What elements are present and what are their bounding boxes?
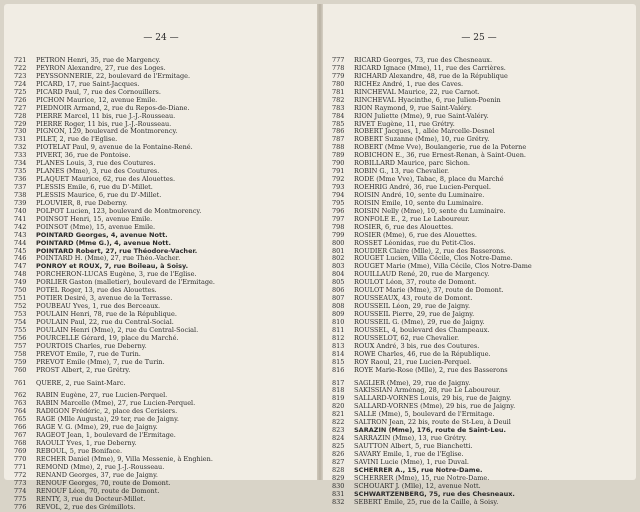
entry-text: PLESSIS Emile, 6, rue du D'-Millet. xyxy=(36,183,153,191)
entry-text: ROBERT (Mme Vve), Boulangerie, rue de la Poterne xyxy=(354,143,527,152)
entry-text: ROULOT Léon, 37, route de Domont. xyxy=(354,278,477,287)
entry-text: SAGLIER (Mme), 29, rue de Jaigny. xyxy=(354,378,471,387)
entry-number: 830 xyxy=(332,481,345,490)
entry-number: 725 xyxy=(14,87,27,96)
entry-number: 804 xyxy=(332,270,345,279)
entry-text: POULAIN Paul, 22, rue du Central-Social. xyxy=(36,317,174,326)
entry-text: SAUTTON Albert, 5, rue Bianchetti. xyxy=(354,442,473,450)
entry-number: 740 xyxy=(14,206,27,215)
entry-text: SCHWARTZENBERG, 75, rue des Chesneaux. xyxy=(354,489,515,498)
entry-number: 827 xyxy=(332,457,345,466)
entry-number: 801 xyxy=(332,246,345,255)
entry-text: RAOULT Yves, 1, rue Deberny. xyxy=(36,439,137,448)
entry-text: ROBILLARD Maurice, parc Sichon. xyxy=(354,159,470,168)
entry-number: 782 xyxy=(332,95,345,104)
entry-text: POINSOT (Mme), 15, avenue Emile. xyxy=(36,222,156,231)
entry-number: 809 xyxy=(332,310,345,318)
entry-number: 784 xyxy=(332,111,345,120)
entry-number: 753 xyxy=(14,310,27,318)
entry-text: RAGEOT Jean, 1, boulevard de l'Ermitage. xyxy=(36,431,176,440)
entry-number: 803 xyxy=(332,262,345,271)
entry-text: POURCELLE Gérard, 19, place du Marché. xyxy=(36,333,179,342)
entry-number: 826 xyxy=(332,449,345,458)
entry-number: 750 xyxy=(14,286,27,295)
entry-text: QUERE, 2, rue Saint-Marc. xyxy=(36,378,126,387)
entry-text: POINTARD Robert, 27, rue Théodore-Vacher. xyxy=(36,246,198,255)
entry-text: ROUGET Lucien, Villa Cécile, Clos Notre-Dame. xyxy=(354,254,513,263)
entry-number: 806 xyxy=(332,286,345,295)
entry-text: RABIN Eugène, 27, rue Lucien-Perquel. xyxy=(36,391,168,400)
left-page xyxy=(4,4,318,511)
entry-number: 744 xyxy=(14,238,27,247)
entry-number: 774 xyxy=(14,486,27,495)
entry-number: 758 xyxy=(14,349,27,358)
entry-text: RICHEz André, 1, rue des Caves. xyxy=(354,79,464,88)
entry-text: SAVARY Emile, 1, rue de l'Eglise. xyxy=(354,449,464,458)
entry-text: PIEDNOIR Armand, 2, rue du Repos-de-Diane. xyxy=(36,103,190,112)
entry-number: 823 xyxy=(332,426,345,435)
entry-number: 743 xyxy=(14,230,27,239)
entry-number: 742 xyxy=(14,222,27,231)
entry-text: RECHER Daniel (Mme), 9, Villa Messenie, à Enghien. xyxy=(36,454,213,463)
entry-text: RIVET Eugène, 11, rue Grétry. xyxy=(354,119,455,128)
entry-number: 729 xyxy=(14,119,27,128)
directory-list xyxy=(14,57,312,512)
entry-number: 723 xyxy=(14,71,27,80)
entry-number: 735 xyxy=(14,167,27,176)
entry-number: 755 xyxy=(14,325,27,334)
entry-number: 745 xyxy=(14,246,27,255)
entry-text: PLANES Louis, 3, rue des Coutures. xyxy=(36,159,156,168)
entry-number: 757 xyxy=(14,341,27,350)
entry-number: 810 xyxy=(332,317,345,326)
entry-text: PICARD Paul, 7, rue des Cornouillers. xyxy=(36,87,161,96)
entry-number: 773 xyxy=(14,478,27,487)
directory-list xyxy=(332,57,630,507)
entry-text: POULAIN Henri, 78, rue de la République. xyxy=(36,310,177,318)
entry-text: PREVOT Emile (Mme), 7, rue de Turin. xyxy=(36,357,165,366)
entry-number: 779 xyxy=(332,71,345,80)
entry-number: 820 xyxy=(332,402,345,411)
entry-number: 730 xyxy=(14,127,27,136)
entry-number: 789 xyxy=(332,151,345,160)
entry-number: 762 xyxy=(14,391,27,400)
entry-number: 798 xyxy=(332,222,345,231)
entry-text: ROULOT Marie (Mme), 37, route de Domont. xyxy=(354,286,504,295)
entry-text: SALLE (Mme), 5, boulevard de l'Ermitage. xyxy=(354,410,495,419)
entry-number: 767 xyxy=(14,431,27,440)
entry-text: RION Raymond, 9, rue Saint-Valéry. xyxy=(354,103,472,112)
entry-text: RICHARD Alexandre, 48, rue de la République xyxy=(354,71,508,80)
entry-text: PIERRE Marcel, 11 bis, rue J.-J.-Rousseau. xyxy=(36,111,176,120)
entry-number: 785 xyxy=(332,119,345,128)
entry-number: 746 xyxy=(14,254,27,263)
entry-number: 747 xyxy=(14,262,27,271)
entry-text: ROYE Marie-Rose (Mlle), 2, rue des Basserons xyxy=(354,365,508,374)
entry-number: 760 xyxy=(14,365,27,374)
entry-text: ROBICHON E., 36, rue Ernest-Renan, à Saint-Ouen. xyxy=(354,151,526,160)
entry-text: SCHOUART J. (Mlle), 12, avenue Nott. xyxy=(354,481,481,490)
entry-text: ROBERT Jacques, 1, allée Marcelle-Desnel xyxy=(354,127,495,136)
right-page xyxy=(322,4,636,506)
entry-number: 816 xyxy=(332,365,345,374)
entry-number: 808 xyxy=(332,302,345,311)
entry-text: ROISIN Nelly (Mme), 10, sente du Luminaire. xyxy=(354,206,506,215)
entry-text: RODE (Mme Vve), Tabac, 8, place du Marché xyxy=(354,175,504,184)
entry-text: POTEL Roger, 13, rue des Alouettes. xyxy=(36,286,157,295)
entry-number: 812 xyxy=(332,333,345,342)
entry-text: ROSSET Léonidas, rue du Petit-Clos. xyxy=(354,238,476,247)
entry-text: PIOTELAT Paul, 9, avenue de la Fontaine-René. xyxy=(36,143,193,152)
entry-number: 733 xyxy=(14,151,27,160)
entry-number: 828 xyxy=(332,465,345,474)
entry-text: POINTARD Georges, 4, avenue Nott. xyxy=(36,230,168,239)
entry-text: PLOUVIER, 8, rue Deberny. xyxy=(36,198,128,207)
entry-number: 780 xyxy=(332,79,345,88)
entry-number: 824 xyxy=(332,434,345,443)
entry-text: PORLIER Gaston (malletier), boulevard de l'Ermitage. xyxy=(36,278,215,287)
entry-text: PROST Albert, 2, rue Grétry. xyxy=(36,365,131,374)
entry-text: PEYRON Alexandre, 27, rue des Loges. xyxy=(36,63,166,72)
entry-text: POLPOT Lucien, 123, boulevard de Montmorency. xyxy=(36,206,202,215)
entry-number: 777 xyxy=(332,56,345,64)
entry-number: 788 xyxy=(332,143,345,152)
entry-number: 799 xyxy=(332,230,345,239)
entry-number: 756 xyxy=(14,333,27,342)
entry-text: PETRON Henri, 35, rue de Margency. xyxy=(36,56,161,64)
entry-text: RENTY, 3, rue du Docteur-Millet. xyxy=(36,494,146,503)
entry-text: ROISIN André, 10, sente du Luminaire. xyxy=(354,190,485,199)
entry-number: 772 xyxy=(14,470,27,479)
entry-text: RONFOLE E., 2, rue Le Laboureur. xyxy=(354,214,470,223)
entry-number: 825 xyxy=(332,442,345,450)
entry-number: 791 xyxy=(332,167,345,176)
entry-number: 775 xyxy=(14,494,27,503)
entry-number: 778 xyxy=(332,63,345,72)
entry-number: 781 xyxy=(332,87,345,96)
entry-number: 738 xyxy=(14,190,27,199)
entry-number: 787 xyxy=(332,135,345,144)
entry-text: PLESSIS Maurice, 6, rue du D'-Millet. xyxy=(36,190,162,199)
entry-text: ROUGET Marie (Mme), Villa Cécile, Clos Notre-Dame xyxy=(354,262,532,271)
entry-text: RICARD Georges, 73, rue des Chesneaux. xyxy=(354,56,493,64)
entry-number: 769 xyxy=(14,447,27,455)
entry-number: 818 xyxy=(332,386,345,395)
entry-text: PIGNON, 129, boulevard de Montmorency. xyxy=(36,127,178,136)
entry-number: 763 xyxy=(14,399,27,408)
entry-text: RENOUF Georges, 70, route de Domont. xyxy=(36,478,171,487)
entry-text: REVOL, 2, rue des Grémillots. xyxy=(36,502,136,511)
entry-text: RABIN Marcelle (Mme), 27, rue Lucien-Perquel. xyxy=(36,399,196,408)
entry-number: 786 xyxy=(332,127,345,136)
entry-number: 813 xyxy=(332,341,345,350)
entry-number: 722 xyxy=(14,63,27,72)
entry-text: POULAIN Henri (Mme), 2, rue du Central-Social. xyxy=(36,325,199,334)
entry-text: ROUX André, 3 bis, rue des Coutures. xyxy=(354,341,480,350)
entry-text: RINCHEVAL Maurice, 22, rue Carnot. xyxy=(354,87,480,96)
entry-text: ROUSSEIL G. (Mme), 29, rue de Jaigny. xyxy=(354,317,485,326)
entry-text: SAKISSIAN Arménag, 28, rue Le Laboureur. xyxy=(354,386,501,395)
entry-text: ROUSSELOT, 62, rue Chevalier. xyxy=(354,333,460,342)
entry-text: PLAQUET Maurice, 62, rue des Alouettes. xyxy=(36,175,176,184)
entry-text: SALTRON Jean, 22 bis, route de St-Leu, à Deuil xyxy=(354,418,511,427)
entry-number: 819 xyxy=(332,394,345,403)
entry-text: PEYSSONNERIE, 22, boulevard de l'Ermitage. xyxy=(36,71,191,80)
entry-number: 739 xyxy=(14,198,27,207)
entry-number: 829 xyxy=(332,473,345,482)
entry-text: PICARD, 17, rue Saint-Jacques. xyxy=(36,79,140,88)
entry-text: PILET, 2, rue de l'Eglise. xyxy=(36,135,118,144)
entry-number: 752 xyxy=(14,302,27,311)
entry-text: ROUSSEIL Léon, 29, rue de Jaigny. xyxy=(354,302,471,311)
entry-number: 795 xyxy=(332,198,345,207)
entry-text: RAGE (Mlle Augusta), 29 ter, rue de Jaigny. xyxy=(36,415,179,424)
entry-text: PIERRE Roger, 11 bis, rue J.-J.-Rousseau. xyxy=(36,119,172,128)
entry-number: 814 xyxy=(332,349,345,358)
entry-text: SEBERT Emile, 25, rue de la Caille, à Soisy. xyxy=(354,497,499,506)
entry-number: 764 xyxy=(14,407,27,416)
entry-number: 765 xyxy=(14,415,27,424)
entry-number: 821 xyxy=(332,410,345,419)
entry-text: REBOUL, 5, rue Boniface. xyxy=(36,447,123,455)
entry-text: SALLARD-VORNES Louis, 29 bis, rue de Jaigny. xyxy=(354,394,512,403)
entry-number: 817 xyxy=(332,378,345,387)
entry-number: 805 xyxy=(332,278,345,287)
entry-number: 727 xyxy=(14,103,27,112)
entry-text: ROUSSEIL Pierre, 29, rue de Jaigny. xyxy=(354,310,475,318)
entry-number: 797 xyxy=(332,214,345,223)
entry-text: RENOUF Léon, 70, route de Domont. xyxy=(36,486,160,495)
entry-text: POTIER Desiré, 3, avenue de la Terrasse. xyxy=(36,294,173,303)
entry-text: SAVINI Lucie (Mme), 1, rue Duval. xyxy=(354,457,469,466)
entry-number: 734 xyxy=(14,159,27,168)
entry-number: 728 xyxy=(14,111,27,120)
entry-text: RINCHEVAL Hyacinthe, 6, rue Julien-Poenin xyxy=(354,95,501,104)
entry-text: ROY Raoul, 21, rue Lucien-Perquel. xyxy=(354,357,472,366)
entry-number: 771 xyxy=(14,462,27,471)
entry-number: 736 xyxy=(14,175,27,184)
entry-number: 832 xyxy=(332,497,345,506)
entry-text: RAGE V. G. (Mme), 29, rue de Jaigny. xyxy=(36,423,158,432)
entry-number: 751 xyxy=(14,294,27,303)
entry-number: 748 xyxy=(14,270,27,279)
entry-text: ROSIER (Mme), 6, rue des Alouettes. xyxy=(354,230,477,239)
list-item xyxy=(14,380,312,388)
entry-number: 822 xyxy=(332,418,345,427)
entry-text: SARRAZIN (Mme), 13, rue Grétry. xyxy=(354,434,467,443)
entry-number: 737 xyxy=(14,183,27,191)
entry-text: ROUSSEL, 4, boulevard des Champeaux. xyxy=(354,325,490,334)
entry-text: SCHERRER (Mme), 15, rue Notre-Dame. xyxy=(354,473,490,482)
entry-number: 796 xyxy=(332,206,345,215)
entry-number: 783 xyxy=(332,103,345,112)
entry-number: 724 xyxy=(14,79,27,88)
entry-text: RADIGON Frédéric, 2, place des Cerisiers. xyxy=(36,407,178,416)
entry-text: SCHERRER A., 15, rue Notre-Dame. xyxy=(354,465,483,474)
entry-text: POINTARD (Mme G.), 4, avenue Nott. xyxy=(36,238,171,247)
entry-text: PORCHERON-LUCAS Eugène, 3, rue de l'Eglise. xyxy=(36,270,197,279)
list-item xyxy=(332,499,630,507)
entry-text: ROBERT Suzanne (Mme), 10, rue Grétry. xyxy=(354,135,490,144)
entry-text: SARAZIN (Mme), 176, route de Saint-Leu. xyxy=(354,426,506,435)
list-item xyxy=(14,367,312,375)
list-item xyxy=(332,367,630,375)
entry-text: ROUSSEAUX, 43, route de Domont. xyxy=(354,294,473,303)
entry-text: PIVERT, 36, rue de Pontoise. xyxy=(36,151,131,160)
entry-text: POINSOT Henri, 15, avenue Emile. xyxy=(36,214,153,223)
entry-number: 802 xyxy=(332,254,345,263)
entry-text: PONROY et ROUX, 7, rue Boileau, à Soisy. xyxy=(36,262,189,271)
entry-text: ROEHRIG André, 36, rue Lucien-Perquel. xyxy=(354,183,491,191)
entry-number: 741 xyxy=(14,214,27,223)
entry-text: POURTOIS Charles, rue Deberny. xyxy=(36,341,147,350)
entry-text: SALLARD-VORNES (Mme), 29 bis, rue de Jaigny. xyxy=(354,402,516,411)
entry-number: 831 xyxy=(332,489,345,498)
entry-text: RENAND Georges, 37, rue de Jaigny. xyxy=(36,470,158,479)
entry-number: 811 xyxy=(332,325,345,334)
entry-number: 721 xyxy=(14,56,27,64)
entry-text: ROBIN G., 13, rue Chevalier. xyxy=(354,167,450,176)
entry-number: 761 xyxy=(14,378,27,387)
entry-number: 807 xyxy=(332,294,345,303)
entry-number: 793 xyxy=(332,183,345,191)
entry-number: 800 xyxy=(332,238,345,247)
entry-text: REMOND (Mme), 2, rue J.-J.-Rousseau. xyxy=(36,462,165,471)
entry-number: 770 xyxy=(14,454,27,463)
book-spread xyxy=(4,4,636,511)
entry-number: 790 xyxy=(332,159,345,168)
entry-text: RION Juliette (Mme), 9, rue Saint-Valéry. xyxy=(354,111,489,120)
entry-text: PICHON Maurice, 12, avenue Emile. xyxy=(36,95,158,104)
page-number: — 24 — xyxy=(143,33,179,43)
entry-number: 732 xyxy=(14,143,27,152)
entry-number: 726 xyxy=(14,95,27,104)
entry-number: 792 xyxy=(332,175,345,184)
entry-number: 731 xyxy=(14,135,27,144)
entry-text: ROUILLAUD René, 20, rue de Margency. xyxy=(354,270,490,279)
list-item xyxy=(14,504,312,512)
entry-text: RICARD Ignace (Mme), 11, rue des Carrières. xyxy=(354,63,506,72)
entry-text: ROWE Charles, 46, rue de la République. xyxy=(354,349,491,358)
entry-number: 776 xyxy=(14,502,27,511)
entry-number: 768 xyxy=(14,439,27,448)
entry-number: 815 xyxy=(332,357,345,366)
entry-text: PLANES (Mme), 3, rue des Coutures. xyxy=(36,167,160,176)
entry-text: ROSIER, 6, rue des Alouettes. xyxy=(354,222,454,231)
entry-number: 749 xyxy=(14,278,27,287)
entry-number: 794 xyxy=(332,190,345,199)
entry-text: POUBEAU Yves, 1, rue des Berceaux. xyxy=(36,302,161,311)
entry-number: 759 xyxy=(14,357,27,366)
entry-text: ROISIN Emile, 10, sente du Luminaire. xyxy=(354,198,484,207)
entry-text: ROUDIER Claire (Mlle), 2, rue des Basserons. xyxy=(354,246,506,255)
entry-text: POINTARD H. (Mme), 27, rue Théo.-Vacher. xyxy=(36,254,181,263)
page-number: — 25 — xyxy=(461,33,497,43)
entry-number: 754 xyxy=(14,317,27,326)
entry-text: PREVOT Emile, 7, rue de Turin. xyxy=(36,349,141,358)
entry-number: 766 xyxy=(14,423,27,432)
